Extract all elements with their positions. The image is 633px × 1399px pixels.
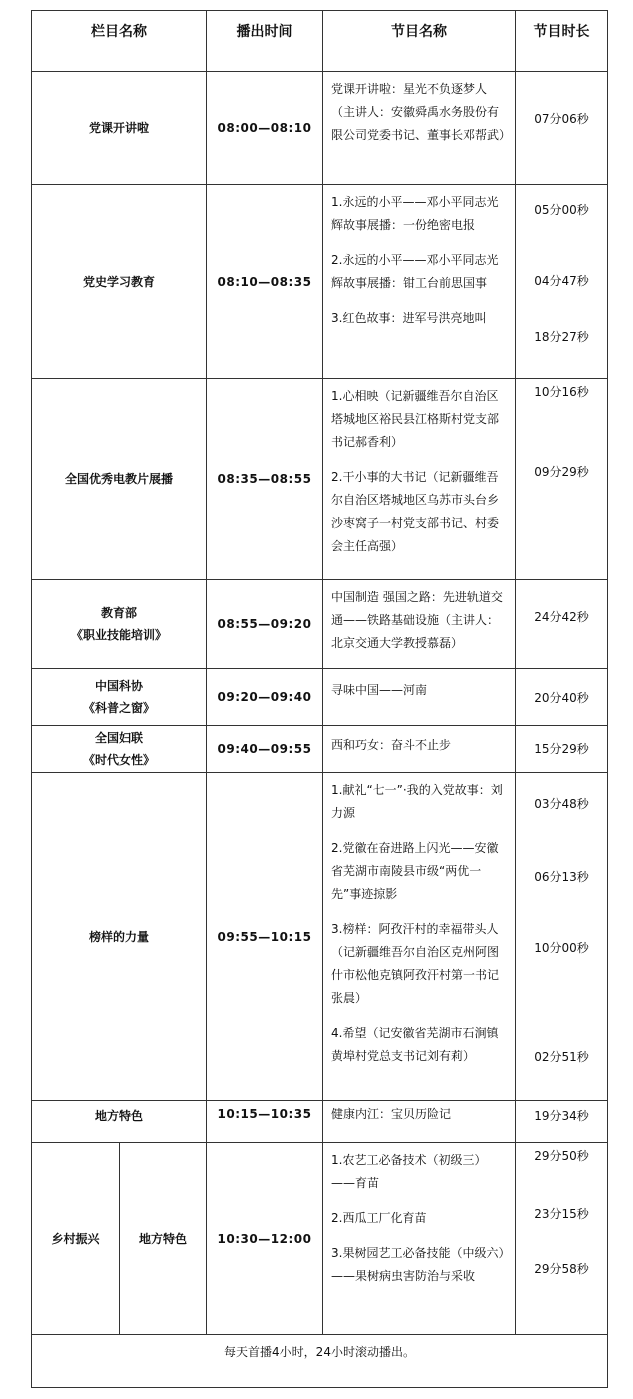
program-cell (323, 1143, 516, 1335)
column-name (32, 580, 207, 669)
duration-value: 04分47秒 (534, 274, 589, 288)
duration-value: 02分51秒 (534, 1050, 589, 1064)
table-row (32, 580, 608, 669)
duration-value: 20分40秒 (534, 691, 589, 705)
header-column-name: 栏目名称 (32, 11, 207, 72)
program-cell (323, 72, 516, 185)
column-name: 党史学习教育 (32, 185, 207, 379)
table-row (32, 1143, 608, 1335)
header-duration: 节目时长 (516, 11, 608, 72)
table-row (32, 1101, 608, 1143)
column-name (32, 669, 207, 726)
header-program-name: 节目名称 (323, 11, 516, 72)
table-row (32, 726, 608, 773)
duration-cell (516, 72, 608, 185)
program-item: 1.永远的小平——邓小平同志光辉故事展播：一份绝密电报 (331, 195, 499, 232)
program-item: 2.党徽在奋进路上闪光——安徽省芜湖市南陵县市级“两优一先”事迹掠影 (331, 841, 499, 901)
program-cell (323, 185, 516, 379)
duration-cell (516, 726, 608, 773)
duration-value: 15分29秒 (534, 742, 589, 756)
footer-note: 每天首播4小时，24小时滚动播出。 (32, 1335, 608, 1388)
program-item: 寻味中国——河南 (331, 683, 428, 697)
duration-value: 09分29秒 (534, 465, 589, 479)
program-cell (323, 726, 516, 773)
column-group-name: 乡村振兴 (32, 1143, 120, 1335)
duration-value: 29分58秒 (534, 1262, 589, 1276)
program-item: 2.西瓜工厂化育苗 (331, 1211, 427, 1225)
column-name-line: 《职业技能培训》 (70, 628, 167, 642)
air-time: 08:35—08:55 (207, 379, 323, 580)
header-air-time: 播出时间 (207, 11, 323, 72)
air-time: 08:55—09:20 (207, 580, 323, 669)
duration-value: 29分50秒 (534, 1149, 589, 1163)
duration-cell (516, 1101, 608, 1143)
duration-value: 07分06秒 (534, 112, 589, 126)
duration-cell (516, 580, 608, 669)
table-row (32, 379, 608, 580)
program-item: 2.永远的小平——邓小平同志光辉故事展播：钳工台前思国事 (331, 253, 499, 290)
table-row (32, 72, 608, 185)
schedule-table (31, 10, 608, 1388)
column-name-line: 《科普之窗》 (82, 701, 155, 715)
program-cell (323, 379, 516, 580)
header-row (32, 11, 608, 72)
column-name: 地方特色 (32, 1101, 207, 1143)
program-cell (323, 1101, 516, 1143)
duration-cell (516, 1143, 608, 1335)
program-item: 3.榜样：阿孜汗村的幸福带头人（记新疆维吾尔自治区克州阿图什市松他克镇阿孜汗村第一书记张晨） (331, 922, 500, 1005)
duration-value: 18分27秒 (534, 330, 589, 344)
table-row (32, 185, 608, 379)
duration-cell (516, 773, 608, 1101)
program-item: 西和巧女：奋斗不止步 (331, 738, 452, 752)
duration-value: 06分13秒 (534, 870, 589, 884)
air-time: 09:55—10:15 (207, 773, 323, 1101)
program-item: 1.献礼“七一”·我的入党故事：刘力源 (331, 783, 503, 820)
air-time: 10:15—10:35 (207, 1101, 323, 1143)
program-cell (323, 580, 516, 669)
column-name: 地方特色 (120, 1143, 207, 1335)
duration-value: 24分42秒 (534, 610, 589, 624)
air-time: 08:00—08:10 (207, 72, 323, 185)
air-time: 09:20—09:40 (207, 669, 323, 726)
table-row (32, 669, 608, 726)
column-name: 榜样的力量 (32, 773, 207, 1101)
program-item: 健康内江：宝贝历险记 (331, 1107, 452, 1121)
duration-value: 10分16秒 (534, 385, 589, 399)
column-name-line: 中国科协 (94, 679, 143, 693)
program-item: 党课开讲啦：星光不负逐梦人（主讲人：安徽舜禹水务股份有限公司党委书记、董事长邓帮武） (331, 82, 512, 142)
duration-cell (516, 669, 608, 726)
program-item: 3.红色故事：进军号洪亮地叫 (331, 311, 487, 325)
duration-value: 23分15秒 (534, 1207, 589, 1221)
duration-value: 05分00秒 (534, 203, 589, 217)
air-time: 09:40—09:55 (207, 726, 323, 773)
program-cell (323, 773, 516, 1101)
air-time: 08:10—08:35 (207, 185, 323, 379)
program-item: 1.农艺工必备技术（初级三）——育苗 (331, 1153, 487, 1190)
duration-cell (516, 379, 608, 580)
column-name-line: 全国妇联 (94, 731, 143, 745)
duration-value: 10分00秒 (534, 941, 589, 955)
column-name: 全国优秀电教片展播 (32, 379, 207, 580)
program-item: 2.干小事的大书记（记新疆维吾尔自治区塔城地区乌苏市头台乡沙枣窝子一村党支部书记、村委会主任高强） (331, 470, 500, 553)
program-item: 4.希望（记安徽省芜湖市石涧镇黄埠村党总支书记刘有莉） (331, 1026, 499, 1063)
duration-value: 19分34秒 (534, 1109, 589, 1123)
air-time: 10:30—12:00 (207, 1143, 323, 1335)
duration-cell (516, 185, 608, 379)
column-name: 党课开讲啦 (32, 72, 207, 185)
program-item: 3.果树园艺工必备技能（中级六）——果树病虫害防治与采收 (331, 1246, 505, 1283)
program-item: 中国制造 强国之路：先进轨道交通——铁路基础设施（主讲人：北京交通大学教授慕磊） (331, 590, 503, 650)
column-name-line: 《时代女性》 (82, 753, 155, 767)
column-name (32, 726, 207, 773)
program-item: 1.心相映（记新疆维吾尔自治区塔城地区裕民县江格斯村党支部书记郝香利） (331, 389, 500, 449)
column-name-line: 教育部 (100, 606, 137, 620)
footer-row (32, 1335, 608, 1388)
program-cell (323, 669, 516, 726)
table-row (32, 773, 608, 1101)
duration-value: 03分48秒 (534, 797, 589, 811)
